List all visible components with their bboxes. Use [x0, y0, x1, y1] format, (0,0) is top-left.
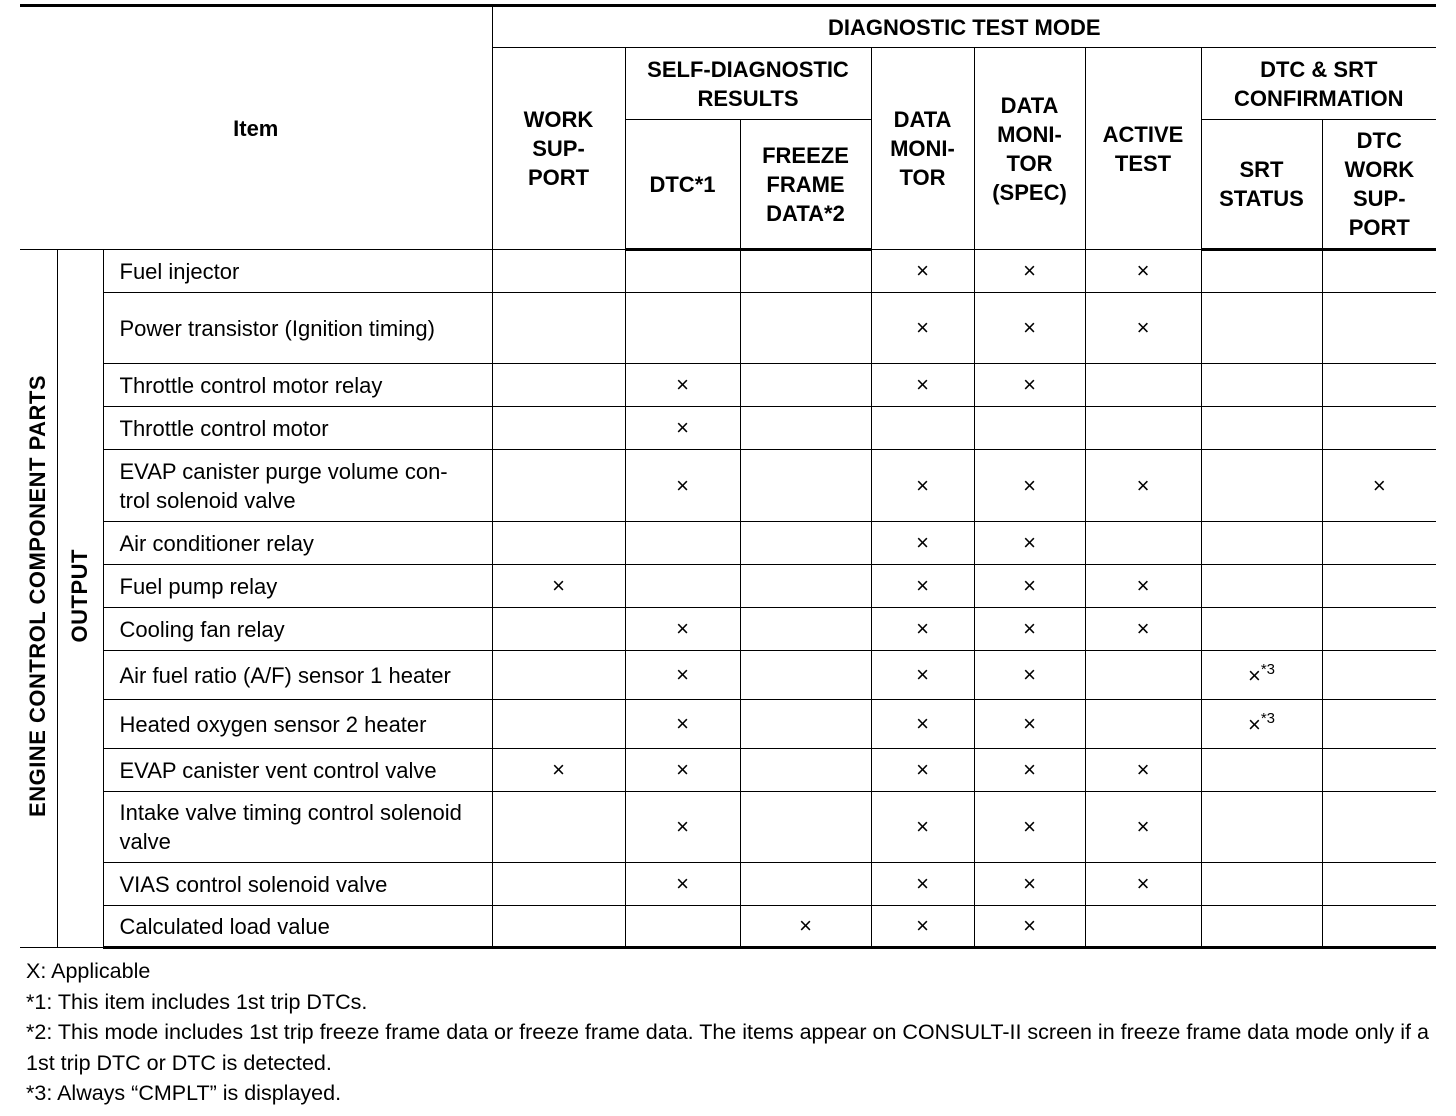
item-name: EVAP canister purge volume con- trol solenoid valve	[103, 450, 492, 522]
dtc-mark: ×	[625, 651, 740, 700]
active-test-mark: ×	[1085, 450, 1201, 522]
data-monitor-mark: ×	[871, 608, 974, 651]
active-test-mark	[1085, 364, 1201, 407]
srt-status-mark: ×$^{*3}$	[1201, 651, 1322, 700]
work-support-mark	[492, 608, 625, 651]
active-test-mark	[1085, 407, 1201, 450]
table-row	[20, 407, 1436, 450]
item-name: VIAS control solenoid valve	[103, 863, 492, 906]
srt-status-mark	[1201, 293, 1322, 364]
active-test-mark: ×	[1085, 863, 1201, 906]
work-support-mark: ×	[492, 565, 625, 608]
dtc-mark: ×	[625, 749, 740, 792]
group-label: ENGINE CONTROL COMPONENT PARTS	[25, 374, 51, 817]
data-monitor-spec-mark: ×	[974, 565, 1085, 608]
subgroup-label-cell	[57, 250, 103, 948]
item-name: Power transistor (Ignition timing)	[103, 293, 492, 364]
dtc-mark: ×	[625, 450, 740, 522]
dtc-work-support-mark	[1322, 565, 1436, 608]
dtc-work-support-mark	[1322, 293, 1436, 364]
dtc-mark: ×	[625, 364, 740, 407]
footnote-1: *1: This item includes 1st trip DTCs.	[26, 989, 368, 1014]
dtc-work-support-mark	[1322, 749, 1436, 792]
active-test-mark: ×	[1085, 293, 1201, 364]
work-support-mark	[492, 450, 625, 522]
data-monitor-spec-mark: ×	[974, 522, 1085, 565]
footnotes	[26, 956, 1436, 1109]
freeze-frame-mark	[740, 522, 871, 565]
table-row	[20, 863, 1436, 906]
srt-status-mark: ×$^{*3}$	[1201, 700, 1322, 749]
data-monitor-mark: ×	[871, 250, 974, 293]
dtc-srt-confirmation-header: DTC & SRT CONFIRMATION	[1201, 48, 1436, 120]
freeze-frame-mark	[740, 450, 871, 522]
data-monitor-mark: ×	[871, 863, 974, 906]
work-support-header: WORK SUP- PORT	[492, 48, 625, 250]
srt-status-mark	[1201, 749, 1322, 792]
active-test-mark: ×	[1085, 792, 1201, 863]
data-monitor-spec-mark: ×	[974, 608, 1085, 651]
active-test-mark: ×	[1085, 565, 1201, 608]
dtc-work-support-header: DTC WORK SUP- PORT	[1322, 120, 1436, 250]
active-test-header: ACTIVE TEST	[1085, 48, 1201, 250]
freeze-frame-mark	[740, 364, 871, 407]
srt-status-header: SRT STATUS	[1201, 120, 1322, 250]
data-monitor-spec-mark: ×	[974, 293, 1085, 364]
freeze-frame-mark	[740, 700, 871, 749]
freeze-frame-mark	[740, 792, 871, 863]
active-test-mark	[1085, 906, 1201, 948]
active-test-mark	[1085, 700, 1201, 749]
item-column-header: Item	[20, 6, 492, 250]
srt-status-mark	[1201, 906, 1322, 948]
table-row	[20, 293, 1436, 364]
work-support-mark: ×	[492, 749, 625, 792]
data-monitor-spec-mark: ×	[974, 863, 1085, 906]
dtc-mark	[625, 906, 740, 948]
work-support-mark	[492, 364, 625, 407]
work-support-mark	[492, 863, 625, 906]
item-name: Calculated load value	[103, 906, 492, 948]
table-row	[20, 651, 1436, 700]
freeze-frame-mark	[740, 863, 871, 906]
dtc-mark: ×	[625, 407, 740, 450]
work-support-mark	[492, 651, 625, 700]
freeze-frame-mark	[740, 651, 871, 700]
dtc-work-support-mark	[1322, 608, 1436, 651]
table-row	[20, 364, 1436, 407]
active-test-mark: ×	[1085, 250, 1201, 293]
table-row	[20, 700, 1436, 749]
data-monitor-spec-mark: ×	[974, 906, 1085, 948]
dtc-mark: ×	[625, 608, 740, 651]
data-monitor-spec-mark: ×	[974, 700, 1085, 749]
subgroup-label: OUTPUT	[67, 548, 92, 643]
freeze-frame-data-header: FREEZE FRAME DATA*2	[740, 120, 871, 250]
active-test-mark: ×	[1085, 749, 1201, 792]
item-name: Fuel pump relay	[103, 565, 492, 608]
data-monitor-spec-header: DATA MONI- TOR (SPEC)	[974, 48, 1085, 250]
dtc-work-support-mark	[1322, 651, 1436, 700]
data-monitor-spec-mark: ×	[974, 792, 1085, 863]
item-name: Cooling fan relay	[103, 608, 492, 651]
data-monitor-spec-mark: ×	[974, 364, 1085, 407]
active-test-mark: ×	[1085, 608, 1201, 651]
data-monitor-mark: ×	[871, 293, 974, 364]
dtc-mark: ×	[625, 700, 740, 749]
srt-status-mark	[1201, 792, 1322, 863]
item-name: EVAP canister vent control valve	[103, 749, 492, 792]
freeze-frame-mark	[740, 407, 871, 450]
dtc-work-support-mark	[1322, 792, 1436, 863]
freeze-frame-mark	[740, 250, 871, 293]
srt-status-mark	[1201, 522, 1322, 565]
srt-status-mark	[1201, 364, 1322, 407]
freeze-frame-mark	[740, 749, 871, 792]
item-name: Intake valve timing control solenoid valve	[103, 792, 492, 863]
dtc-work-support-mark	[1322, 250, 1436, 293]
dtc-mark: ×	[625, 792, 740, 863]
dtc-mark	[625, 293, 740, 364]
data-monitor-spec-mark	[974, 407, 1085, 450]
work-support-mark	[492, 906, 625, 948]
diagnostic-test-mode-header: DIAGNOSTIC TEST MODE	[492, 6, 1436, 48]
srt-status-mark	[1201, 565, 1322, 608]
table-row	[20, 608, 1436, 651]
item-name: Throttle control motor relay	[103, 364, 492, 407]
data-monitor-mark: ×	[871, 700, 974, 749]
self-diagnostic-results-header: SELF-DIAGNOSTIC RESULTS	[625, 48, 871, 120]
active-test-mark	[1085, 651, 1201, 700]
dtc-work-support-mark	[1322, 700, 1436, 749]
data-monitor-mark	[871, 407, 974, 450]
data-monitor-spec-mark: ×	[974, 450, 1085, 522]
data-monitor-mark: ×	[871, 651, 974, 700]
item-name: Throttle control motor	[103, 407, 492, 450]
data-monitor-spec-mark: ×	[974, 749, 1085, 792]
dtc-mark	[625, 565, 740, 608]
freeze-frame-mark	[740, 293, 871, 364]
freeze-frame-mark	[740, 565, 871, 608]
work-support-mark	[492, 250, 625, 293]
table-row	[20, 749, 1436, 792]
item-name: Fuel injector	[103, 250, 492, 293]
dtc-work-support-mark	[1322, 863, 1436, 906]
footnote-3: *3: Always “CMPLT” is displayed.	[26, 1081, 342, 1105]
data-monitor-mark: ×	[871, 792, 974, 863]
group-label-cell	[20, 250, 57, 948]
dtc-work-support-mark	[1322, 906, 1436, 948]
footnote-2: *2: This mode includes 1st trip freeze frame data or freeze frame data. The items appear on CONSULT-II screen in freeze frame data mode only if a 1st trip DTC or DTC is detected.	[26, 1020, 1429, 1075]
data-monitor-mark: ×	[871, 565, 974, 608]
dtc-work-support-mark	[1322, 407, 1436, 450]
freeze-frame-mark: ×	[740, 906, 871, 948]
diagnostic-mode-table	[20, 4, 1436, 949]
work-support-mark	[492, 792, 625, 863]
data-monitor-mark: ×	[871, 364, 974, 407]
work-support-mark	[492, 407, 625, 450]
table-row	[20, 522, 1436, 565]
dtc-header: DTC*1	[625, 120, 740, 250]
work-support-mark	[492, 293, 625, 364]
dtc-work-support-mark	[1322, 522, 1436, 565]
srt-status-mark	[1201, 450, 1322, 522]
data-monitor-mark: ×	[871, 450, 974, 522]
work-support-mark	[492, 700, 625, 749]
item-name: Air fuel ratio (A/F) sensor 1 heater	[103, 651, 492, 700]
table-row	[20, 792, 1436, 863]
item-name: Air conditioner relay	[103, 522, 492, 565]
work-support-mark	[492, 522, 625, 565]
item-name: Heated oxygen sensor 2 heater	[103, 700, 492, 749]
data-monitor-mark: ×	[871, 906, 974, 948]
table-row	[20, 450, 1436, 522]
dtc-mark	[625, 522, 740, 565]
data-monitor-mark: ×	[871, 522, 974, 565]
footnote-applicable: X: Applicable	[26, 959, 151, 983]
dtc-work-support-mark	[1322, 364, 1436, 407]
srt-status-mark	[1201, 407, 1322, 450]
active-test-mark	[1085, 522, 1201, 565]
table-row	[20, 906, 1436, 948]
data-monitor-header: DATA MONI- TOR	[871, 48, 974, 250]
dtc-work-support-mark: ×	[1322, 450, 1436, 522]
data-monitor-spec-mark: ×	[974, 250, 1085, 293]
table-row	[20, 250, 1436, 293]
srt-status-mark	[1201, 250, 1322, 293]
srt-status-mark	[1201, 863, 1322, 906]
dtc-mark: ×	[625, 863, 740, 906]
data-monitor-mark: ×	[871, 749, 974, 792]
srt-status-mark	[1201, 608, 1322, 651]
data-monitor-spec-mark: ×	[974, 651, 1085, 700]
dtc-mark	[625, 250, 740, 293]
freeze-frame-mark	[740, 608, 871, 651]
table-row	[20, 565, 1436, 608]
